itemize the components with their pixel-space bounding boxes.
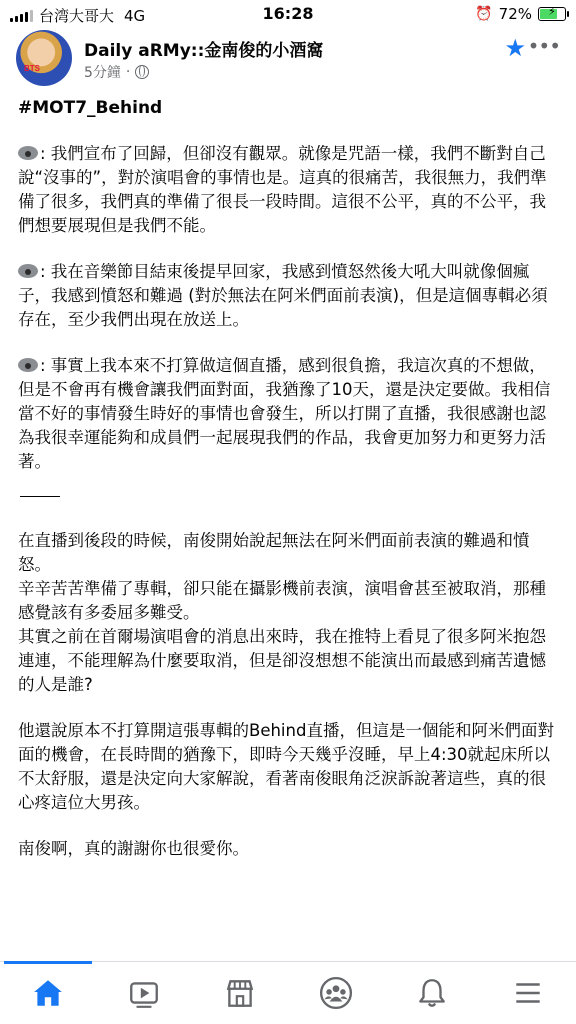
groups-icon: [319, 976, 353, 1010]
summary-line: 在直播到後段的時候，南俊開始說起無法在阿米們面前表演的難過和憤怒。: [18, 531, 530, 574]
body-paragraph: 他還說原本不打算開這張專輯的Behind直播，但這是一個能和阿米們面對面的機會，在長時間的猶豫下，即時今天幾乎沒睡，早上4:30就起床所以不太舒服，還是決定向大家解說，看著南俊眼角泛淚訴說著這些，真的很心疼這位大男孩。: [18, 721, 554, 812]
meta-separator: ·: [125, 64, 131, 80]
menu-icon: [511, 976, 545, 1010]
post-header: [16, 30, 560, 88]
battery-icon: [538, 7, 566, 21]
bottom-nav: [0, 961, 576, 1024]
summary-line: 其實之前在首爾場演唱會的消息出來時，我在推特上看見了很多阿米抱怨連連，不能理解為什麼要取消，但是卻沒想想不能演出而最感到痛苦遺憾的人是誰?: [18, 627, 546, 694]
quote-text: : 事實上我本來不打算做這個直播，感到很負擔，我這次真的不想做，但是不會再有機會讓我們面對面，我猶豫了10天，還是決定要做。我相信當不好的事情發生時好的事情也會發生，所以打開了直播，我很感謝也認為我很幸運能夠和成員們一起展現我們的作品，我會更加努力和更努力活著。: [18, 356, 551, 471]
clock: 16:28: [262, 4, 314, 23]
quote-text: : 我們宣布了回歸，但卻沒有觀眾。就像是咒語一樣，我們不斷對自己說“沒事的”，對於演唱會的事情也是。這真的很痛苦，我很無力，我們準備了很多，我們真的準備了很長一段時間。這很不公平，真的不公平，我們想要展現但是我們不能。: [18, 144, 547, 235]
status-bar: [0, 0, 576, 30]
more-options-icon[interactable]: •••: [527, 34, 560, 58]
tab-groups[interactable]: [288, 962, 384, 1024]
marketplace-icon: [223, 976, 257, 1010]
notifications-icon: [415, 976, 449, 1010]
hashtag-link[interactable]: #MOT7_Behind: [18, 98, 163, 118]
quote-paragraph: [18, 354, 562, 474]
divider: [20, 496, 60, 497]
network-type: 4G: [124, 6, 146, 25]
carrier-name: 台湾大哥大: [39, 7, 115, 25]
quote-paragraph: [18, 142, 562, 238]
page-name[interactable]: Daily aRMy::金南俊的小酒窩: [84, 41, 324, 61]
post-meta: [84, 62, 149, 82]
avatar-text: BTS: [24, 64, 40, 73]
battery-percent: 72%: [498, 5, 532, 23]
tab-watch[interactable]: [96, 962, 192, 1024]
quote-text: : 我在音樂節目結束後提早回家，我感到憤怒然後大吼大叫就像個瘋子，我感到憤怒和難過 (對於無法在阿米們面前表演)，但是這個專輯必須存在，至少我們出現在放送上。: [18, 262, 548, 329]
post-time[interactable]: 5分鐘: [84, 65, 121, 81]
avatar[interactable]: [16, 30, 72, 86]
quote-paragraph: [18, 260, 562, 332]
koala-emoji-icon: [18, 263, 38, 279]
home-icon: [31, 976, 65, 1010]
globe-icon: [135, 65, 149, 79]
closing-line: 南俊啊，真的謝謝你也很愛你。: [18, 839, 249, 858]
charging-icon: ⚡: [548, 5, 556, 18]
summary-line: 辛辛苦苦準備了專輯，卻只能在攝影機前表演，演唱會甚至被取消，那種感覺該有多委屈多難受。: [18, 579, 546, 622]
koala-emoji-icon: [18, 145, 38, 161]
status-right: [475, 5, 566, 23]
watch-icon: [127, 976, 161, 1010]
post-body: [18, 96, 562, 883]
star-icon[interactable]: ★: [504, 34, 526, 62]
alarm-icon: ⏰: [475, 6, 493, 22]
tab-home[interactable]: [0, 962, 96, 1024]
tab-marketplace[interactable]: [192, 962, 288, 1024]
tab-menu[interactable]: [480, 962, 576, 1024]
tab-notifications[interactable]: [384, 962, 480, 1024]
koala-emoji-icon: [18, 357, 38, 373]
